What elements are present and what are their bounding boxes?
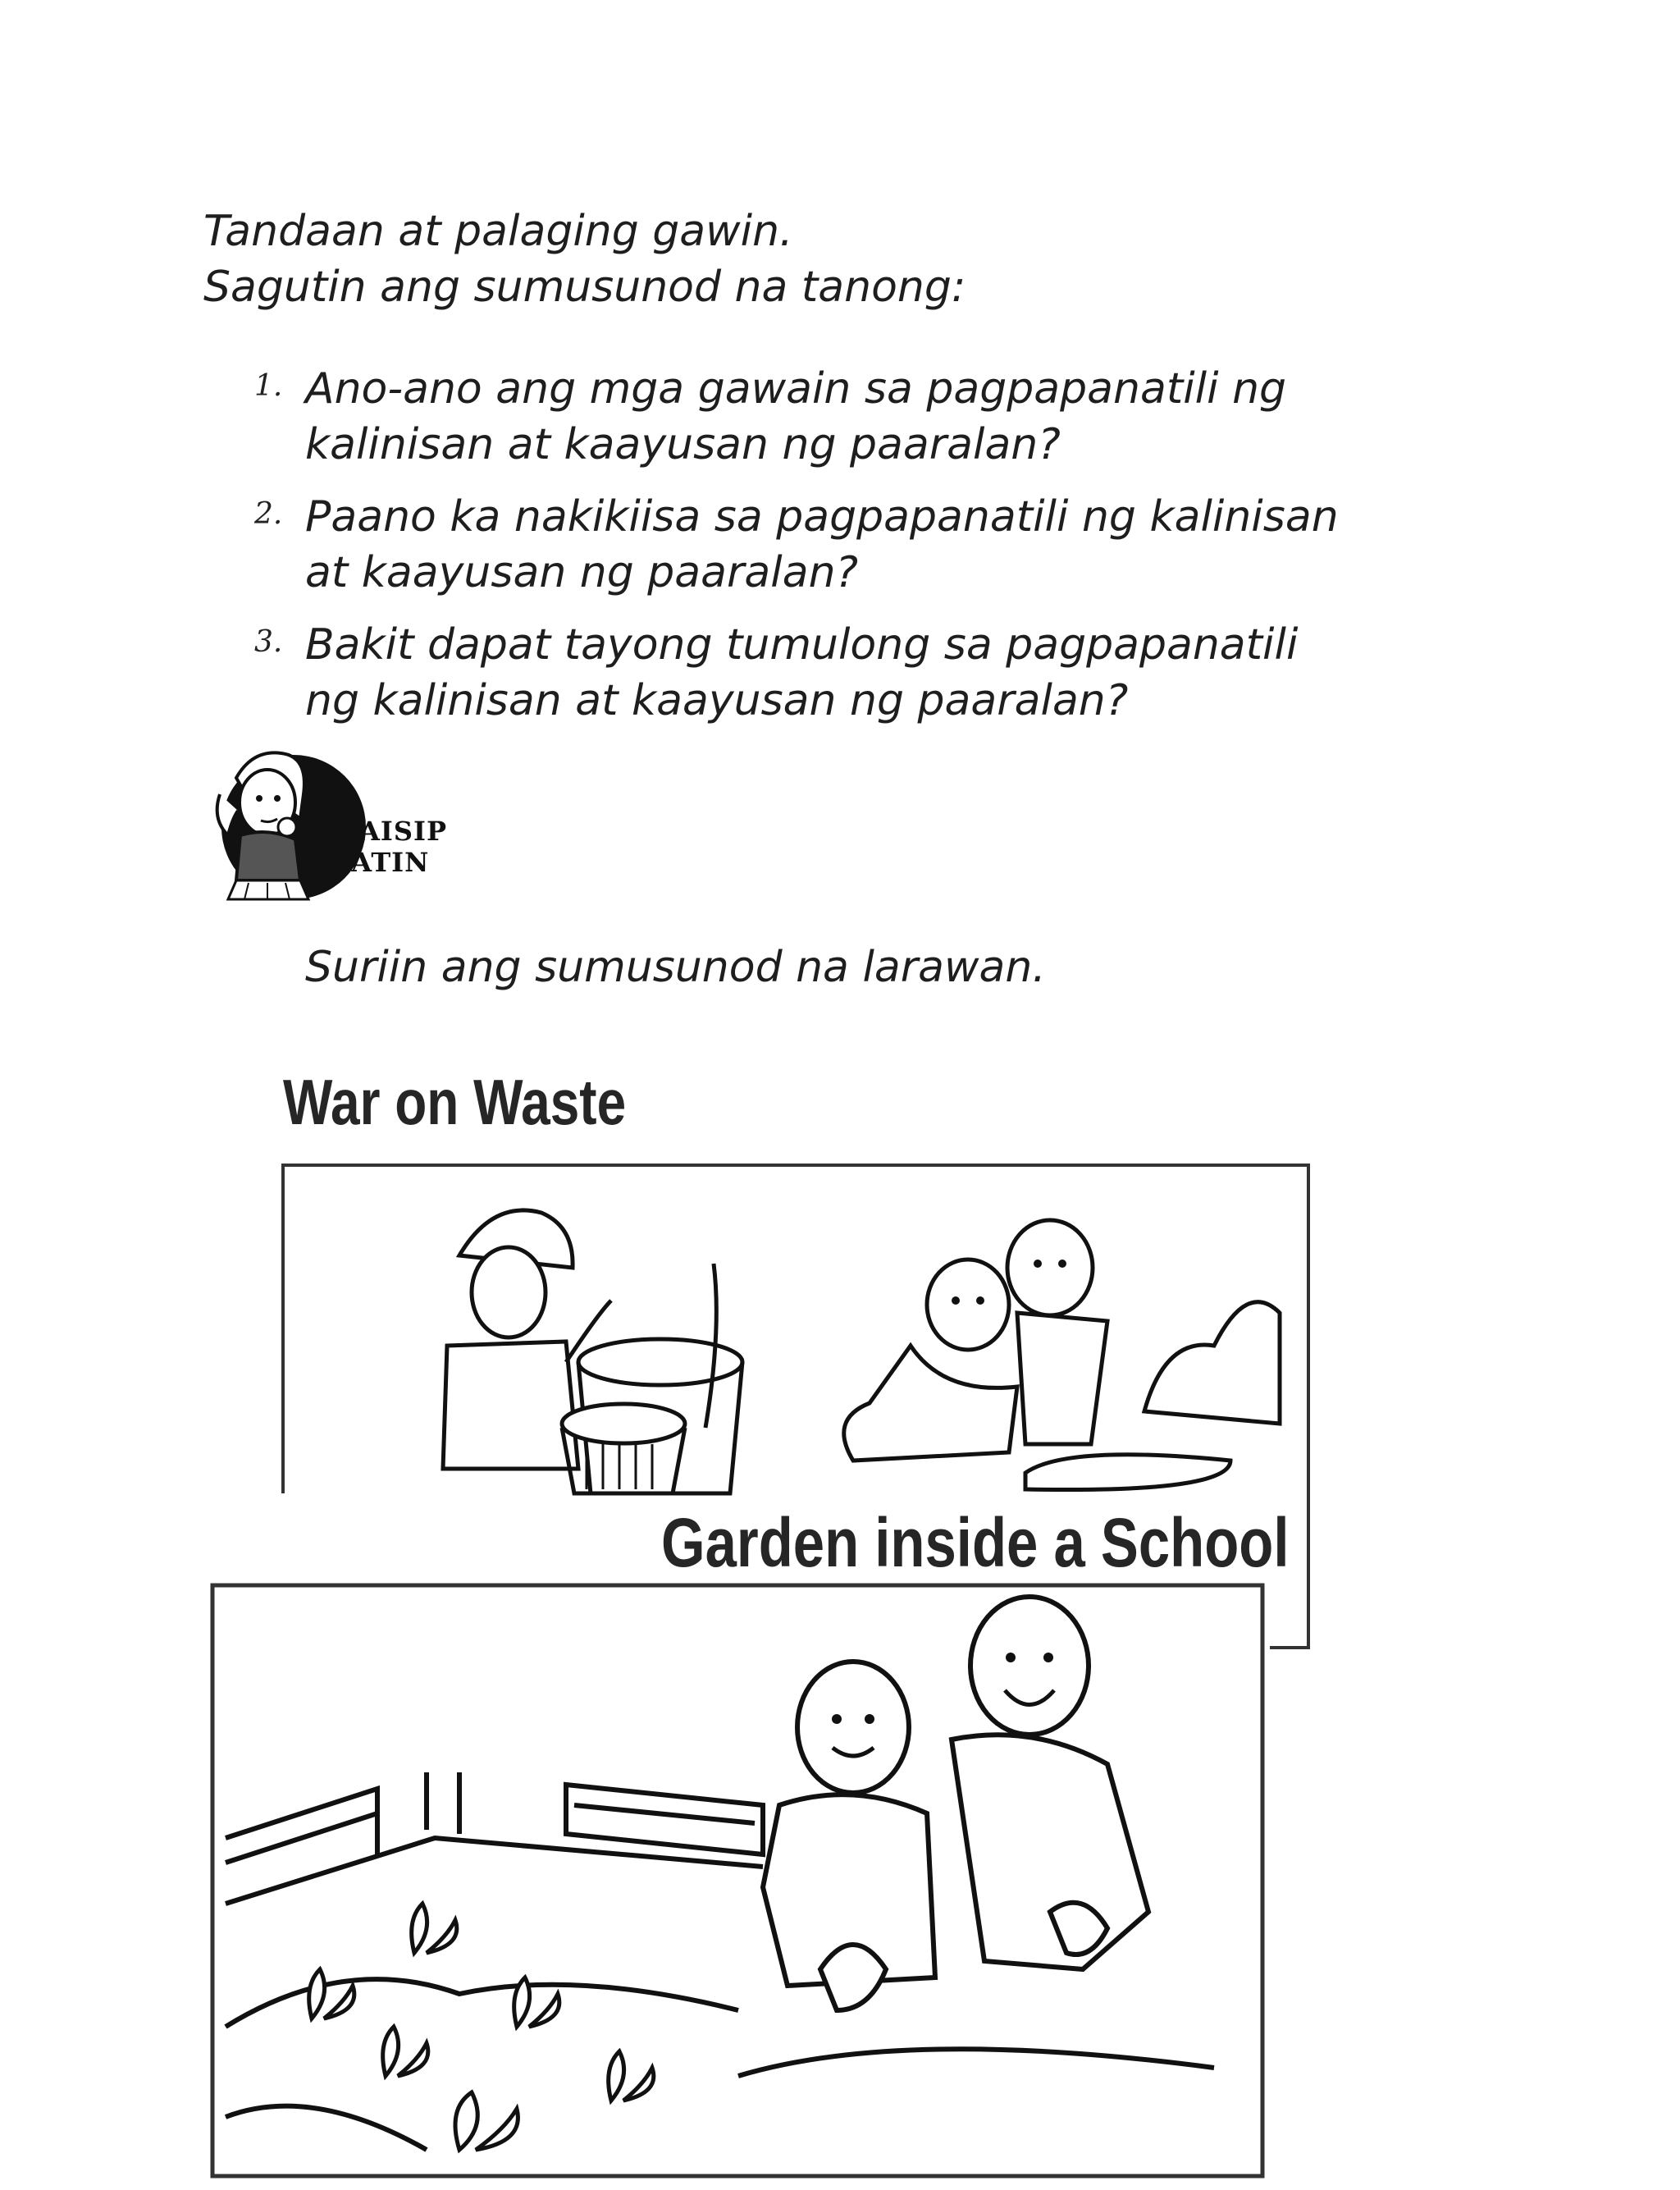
garden-title: Garden inside a School: [661, 1504, 1290, 1581]
instruction-text: Suriin ang sumusunod na larawan.: [305, 943, 1046, 992]
intro-line-2: Sagutin ang sumusunod na tanong:: [203, 263, 966, 312]
garden-panel: [212, 1585, 1262, 2176]
war-on-waste-title: War on Waste: [283, 1066, 627, 1138]
question-number: 2.: [254, 497, 283, 531]
question-text: Bakit dapat tayong tumulong sa pagpapanatili ng kalinisan at kaayusan ng paaralan?: [305, 620, 1299, 725]
question-text: Paano ka nakikiisa sa pagpapanatili ng kalinisan at kaayusan ng paaralan?: [305, 492, 1339, 597]
question-text: Ano-ano ang mga gawain sa pagpapanatili ng kalinisan at kaayusan ng paaralan?: [305, 364, 1287, 469]
isaisip-label: ISAISIP NATIN: [326, 816, 448, 878]
question-number: 1.: [254, 369, 283, 403]
question-number: 3.: [254, 625, 283, 659]
intro-line-1: Tandaan at palaging gawin.: [203, 207, 793, 256]
